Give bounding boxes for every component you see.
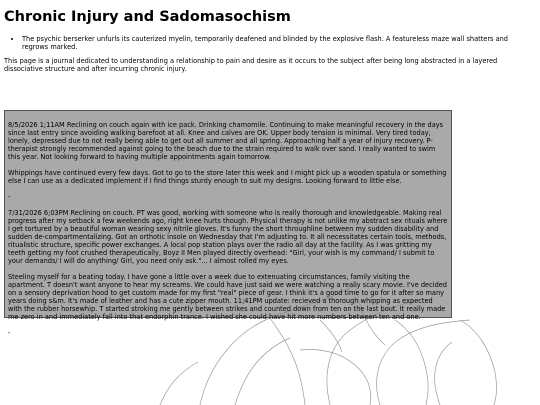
page-content bbox=[0, 0, 540, 73]
page-title: Chronic Injury and Sadomasochism bbox=[4, 9, 291, 25]
journal-entry-paragraph: Steeling myself for a beating today. I have gone a little over a week due to extenuating circumstances, family visiting the apartment. T doesn't want anyone to hear my screams. We could have just said we were watching a really scary movie. I've decided on a sensory deprivation hood to get custom made for my first "real" piece of gear. I think it's a good time to go for it after so many years doing s&m. It's made of leather and has a cute zipper mouth. 11;41PM update: recieved a thorough whipping as expected with the rubber horsewhip. T started stroking me gently between strikes and counted down from ten on the last bout. It really made me zero in and immediately fall into that endorphin trance. I wished she could have hit more numbers between ten and one. bbox=[8, 273, 447, 321]
journal-entry-paragraph: 8/5/2026 1;11AM Reclining on couch again with ice pack. Drinking chamomile. Continuing to make meaningful recovery in the days since last entry since avoiding walking barefoot at all. Knee and calves are OK. Upper body tension is minimal. Very tired today, lonely, depressed due to not really being able to get out all summer and all spring. Approaching half a year of injury recovery. P-therapist strongly recommended against going to the beach due to the strain required to walk over sand. I really wanted to swim this year. Not looking forward to having multiple appointments again tomorrow. bbox=[8, 121, 444, 161]
entry-separator: - bbox=[8, 329, 11, 337]
bullet-list bbox=[4, 35, 536, 51]
journal-entry-paragraph: 7/31/2026 6;03PM Reclining on couch. PT was good, working with someone who is really thorough and knowledgeable. Making real progress after my setback a few weekends ago, right knee hurts though. Physical therapy is not unlike my abstract sex rituals where I get tortured by a beautiful woman wearing sexy nitrile gloves. It's funny the short throughline between my sudden disability and sudden de-compartmentalizing. Got an orthotic insole on Wednesday that I'm adjusting to. It all necessitates certain tools, methods, ritualistic structure, specific power exchanges. A local pop station plays over the radio all day at the facility. As I was gritting my teeth getting my foot crushed therapeutically, Boyz II Men played directly overhead: "Girl, your wish is my command/ I submit to your demands/ I will do anything/ Girl, you need only ask."... I almost rolled my eyes. bbox=[8, 209, 448, 265]
entry-separator: - bbox=[8, 193, 11, 201]
bullet-item: • The psychic berserker unfurls its cauterized myelin, temporarily deafened and blinded by the explosive flash. A featureless maze wall shatters and regrows marked. bbox=[22, 35, 536, 51]
intro-paragraph: This page is a journal dedicated to understanding a relationship to pain and desire as it occurs to the subject after being long abstracted in a layered dissociative structure and after incurring chronic injury. bbox=[4, 57, 498, 73]
journal-entry-paragraph: Whippings have continued every few days. Got to go to the store later this week and I might pick up a wooden spatula or something else I can use as a dedicated implement if I find things sturdy enough to suit my designs. Looking forward to little else. bbox=[8, 169, 447, 185]
journal-panel bbox=[4, 110, 452, 337]
